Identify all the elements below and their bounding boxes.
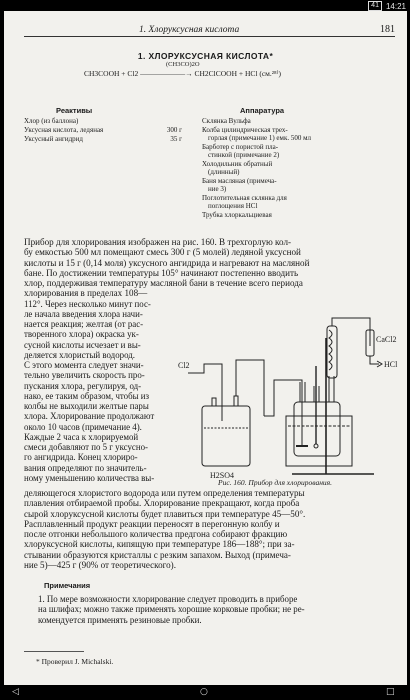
text-line: сырой хлоруксусной кислоты будет плавиться при температуре 45—50°. xyxy=(24,508,306,519)
text-line: ле начала введения хлора начи- xyxy=(24,308,143,319)
notes-text xyxy=(38,594,400,625)
reagent-name: Уксусный ангидрид xyxy=(24,135,83,143)
notes-heading: Примечания xyxy=(44,581,91,590)
text-line: бу емкостью 500 мл помещают смесь 300 г (5 молей) ледяной уксусной xyxy=(24,247,301,258)
note-line: комендуется применять резиновые пробки. xyxy=(38,614,202,625)
equation-catalyst: (CH3CO)2O xyxy=(166,61,200,68)
apparatus-item: ние 3) xyxy=(208,185,227,193)
text-line: хлора. Хлорирование продолжают xyxy=(24,411,155,422)
text-line: пускания хлора, регулируя, од- xyxy=(24,380,142,391)
apparatus-item: Барботер с пористой пла- xyxy=(202,142,279,151)
figure-label-cacl2: CaCl2 xyxy=(376,335,397,344)
apparatus-item: стинкой (примечание 2) xyxy=(208,151,280,159)
text-line: С этого момента следует значи- xyxy=(24,360,144,370)
recent-apps-icon[interactable]: □ xyxy=(386,687,395,697)
text-line: хлоруксусной кислоты, кипящую при температуре 186—188°; при за- xyxy=(24,539,295,550)
chlorination-apparatus-figure xyxy=(174,316,404,481)
text-line: Каждые 2 часа к хлорируемой xyxy=(24,431,139,442)
figure-caption: Рис. 160. Прибор для хлорирования. xyxy=(218,478,333,487)
wulff-bottle xyxy=(202,406,250,466)
body-paragraph-top xyxy=(24,237,399,299)
text-line: плавления отбираемой пробы. Хлорирование прекращают, когда проба xyxy=(24,498,300,509)
cl2-inlet-tube xyxy=(188,364,222,421)
text-line: хлор, поддерживая температуру масляной бани в течение всего периода xyxy=(24,278,303,288)
figure-label-hcl: HCl xyxy=(384,360,398,369)
battery-indicator: 41 xyxy=(368,1,382,11)
clock: 14:21 xyxy=(385,1,406,11)
apparatus-item: Склянка Вульфа xyxy=(202,117,251,125)
text-line: около 10 часов (примечание 4). xyxy=(24,421,142,432)
text-line: Расплавленный продукт реакции переносят в перегонную колбу и xyxy=(24,518,280,529)
text-line: стывании образуются кристаллы с резким запахом. Выход (примеча- xyxy=(24,549,291,560)
text-line: деляющегося хлористого водорода или путем определения температуры xyxy=(24,488,305,498)
apparatus-item: поглощения HCl xyxy=(208,202,258,210)
apparatus-item: Колба цилиндрическая трех- xyxy=(202,125,288,134)
text-line: нается реакция; желтая (от рас- xyxy=(24,319,144,329)
figure-label-h2so4: H2SO4 xyxy=(210,471,235,480)
text-line: тельно увеличить скорость про- xyxy=(24,370,145,381)
section-title: 1. ХЛОРУКСУСНАЯ КИСЛОТА* xyxy=(137,51,274,61)
note-line: 1. По мере возможности хлорирование следует проводить в приборе xyxy=(38,594,298,604)
reagent-qty: 35 г xyxy=(170,135,182,143)
footnote: * Проверил J. Michalski. xyxy=(36,657,114,666)
thermometer-bulb xyxy=(314,444,318,448)
gas-bubbler-tube xyxy=(264,380,302,446)
text-line: нако, ее таким образом, чтобы из xyxy=(24,390,150,401)
outlet-tube xyxy=(332,318,370,346)
apparatus-item: горлая (примечание 1) емк. 500 мл xyxy=(208,134,312,142)
apparatus-heading: Аппаратура xyxy=(240,106,285,115)
reagent-name: Хлор (из баллона) xyxy=(24,117,79,125)
body-paragraph-left xyxy=(24,299,179,484)
text-line: колбы не выходили желтые пары xyxy=(24,401,149,411)
apparatus-item: Баня масляная (примеча- xyxy=(202,176,277,185)
running-head xyxy=(24,25,395,37)
navigation-bar xyxy=(0,685,410,700)
flask-necks xyxy=(300,376,334,402)
text-line: бане. По достижении температуры 105° начинают постепенно вводить xyxy=(24,267,299,278)
text-line: смеси добавляют по 5 г уксусно- xyxy=(24,442,149,452)
book-page xyxy=(4,11,407,685)
page-number: 181 xyxy=(380,24,395,35)
text-line: 112°. Через несколько минут пос- xyxy=(24,298,151,309)
text-line: го ангидрида. Конец хлориро- xyxy=(24,452,138,463)
apparatus-item: Трубка хлоркальциевая xyxy=(202,210,272,219)
reaction-equation xyxy=(84,61,344,83)
hcl-outlet-tube xyxy=(370,356,379,364)
equation-text: CH3COOH + Cl2 ——————→ CH2ClCOOH + HCl (см.²⁸⁾) xyxy=(84,69,281,78)
reagents-heading: Реактивы xyxy=(56,106,93,115)
text-line: ному уменьшению количества вы- xyxy=(24,472,155,483)
oil-bath xyxy=(286,416,352,466)
text-line: творенного хлора) окраска ук- xyxy=(24,329,139,340)
body-paragraph-bottom xyxy=(24,488,399,570)
reagent-name: Уксусная кислота, ледяная xyxy=(24,126,104,134)
status-bar xyxy=(0,0,410,11)
reagent-qty: 300 г xyxy=(166,126,182,134)
note-line: на шлифах; можно также применять хорошие корковые пробки; не ре- xyxy=(38,604,305,615)
text-line: ние 5)—425 г (90% от теоретического). xyxy=(24,559,176,570)
back-icon[interactable]: ◁ xyxy=(12,687,19,697)
bottle-necks xyxy=(212,396,238,406)
footnote-rule xyxy=(24,651,84,652)
apparatus-item: Холодильник обратный xyxy=(202,159,273,168)
home-icon[interactable]: ○ xyxy=(200,687,208,697)
text-line: после отгонки небольшого количества предгона собирают фракцию xyxy=(24,529,288,539)
text-line: сусной кислоты исчезает и вы- xyxy=(24,339,141,350)
running-head-title: 1. Хлоруксусная кислота xyxy=(139,25,240,35)
apparatus-item: (длинный) xyxy=(208,168,240,176)
text-line: Прибор для хлорирования изображен на рис. 160. В трехгорлую кол- xyxy=(24,237,292,247)
text-line: деляется хлористый водород. xyxy=(24,349,135,360)
condenser-coil xyxy=(329,330,332,370)
figure-label-cl2: Cl2 xyxy=(178,361,190,370)
apparatus-item: Поглотительная склянка для xyxy=(202,193,287,202)
text-line: кислоты и 15 г (0,14 моля) уксусного ангидрида и нагревают на масляной xyxy=(24,257,310,268)
text-line: хлорирования в пределах 108— xyxy=(24,288,148,299)
apparatus-list xyxy=(202,117,402,227)
text-line: вания определяют по значитель- xyxy=(24,462,147,473)
reagents-list xyxy=(24,117,182,147)
